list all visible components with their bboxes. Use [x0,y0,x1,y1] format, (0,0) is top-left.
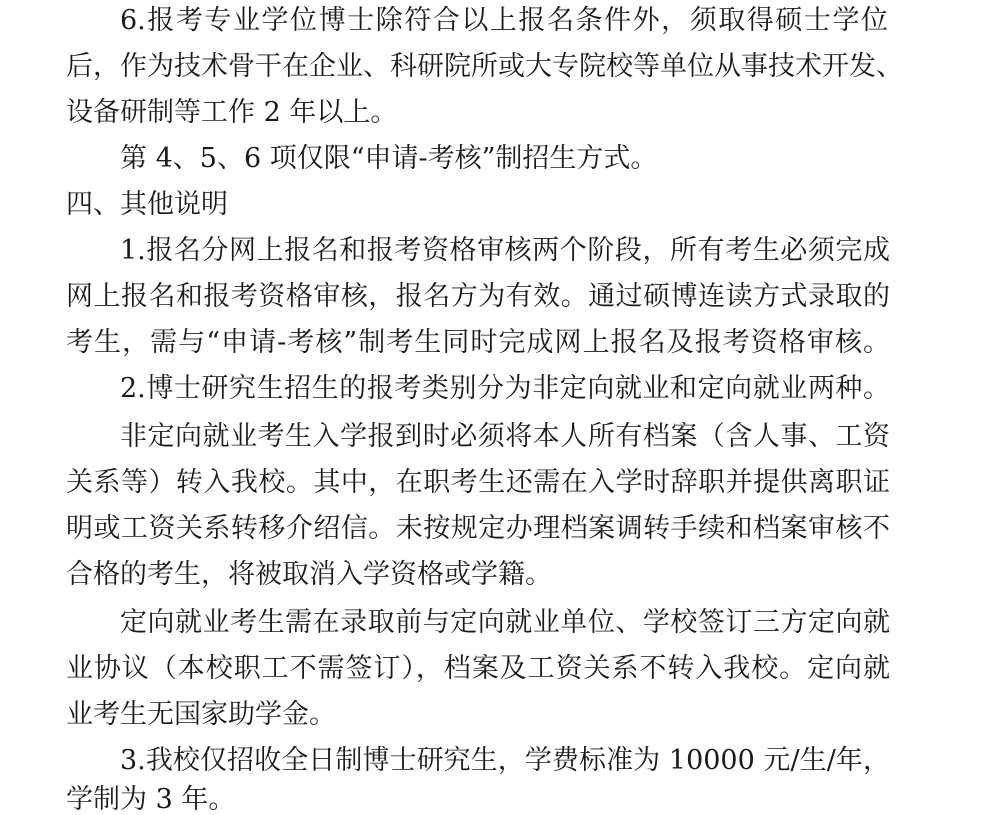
paragraph-line: 网上报名和报考资格审核，报名方为有效。通过硕博连读方式录取的 [66,281,890,312]
paragraph-line: 3.我校仅招收全日制博士研究生，学费标准为 10000 元/生/年， [120,745,890,776]
paragraph-line: 明或工资关系转移介绍信。未按规定办理档案调转手续和档案审核不 [66,513,890,544]
paragraph-line: 关系等）转入我校。其中，在职考生还需在入学时辞职并提供离职证 [66,467,890,498]
paragraph-line: 考生，需与“申请-考核”制考生同时完成网上报名及报考资格审核。 [66,327,890,358]
paragraph-line: 非定向就业考生入学报到时必须将本人所有档案（含人事、工资 [120,421,890,452]
paragraph-line: 合格的考生，将被取消入学资格或学籍。 [66,559,552,590]
paragraph-line: 设备研制等工作 2 年以上。 [66,97,398,128]
paragraph-line: 1.报名分网上报名和报考资格审核两个阶段，所有考生必须完成 [120,235,890,266]
paragraph-line: 业协议（本校职工不需签订），档案及工资关系不转入我校。定向就 [66,653,890,684]
paragraph-line: 后，作为技术骨干在企业、科研院所或大专院校等单位从事技术开发、 [66,51,903,82]
paragraph-line: 业考生无国家助学金。 [66,699,336,730]
paragraph-line: 第 4、5、6 项仅限“申请-考核”制招生方式。 [120,143,658,174]
paragraph-line: 2.博士研究生招生的报考类别分为非定向就业和定向就业两种。 [120,373,890,404]
paragraph-line: 定向就业考生需在录取前与定向就业单位、学校签订三方定向就 [120,607,890,638]
section-heading: 四、其他说明 [66,189,228,220]
paragraph-line: 6.报考专业学位博士除符合以上报名条件外，须取得硕士学位 [120,5,888,36]
paragraph-line: 学制为 3 年。 [66,784,236,815]
